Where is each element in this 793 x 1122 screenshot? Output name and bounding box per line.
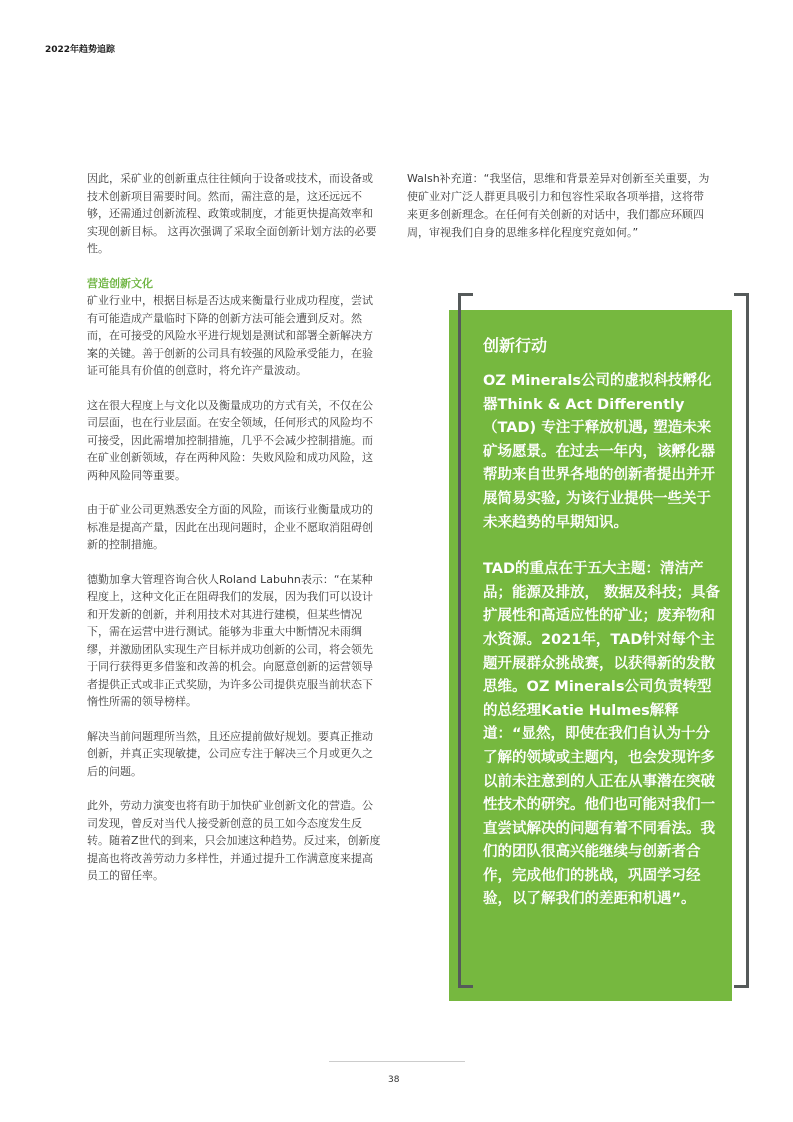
paragraph: 这在很大程度上与文化以及衡量成功的方式有关，不仅在公司层面，也在行业层面。在安全领域，任何形式的风险均不可接受，因此需增加控制措施，几乎不会减少控制措施。而在矿业创新领域，存在两种风险：失败风险和成功风险，这两种风险同等重要。 <box>87 398 373 482</box>
right-text-column <box>407 170 712 242</box>
paragraph: 因此，采矿业的创新重点往往倾向于设备或技术，而设备或技术创新项目需要时间。然而，需注意的是，这还远远不够，还需通过创新流程、政策或制度，才能更快提高效率和实现创新目标。 这再次强调了采取全面创新计划方法的必要性。 <box>87 172 377 255</box>
paragraph: 由于矿业公司更熟悉安全方面的风险，而该行业衡量成功的标准是提高产量，因此在出现问题时，企业不愿取消阻碍创新的控制措施。 <box>87 503 373 551</box>
quote-paragraph: Walsh补充道：“我坚信，思维和背景差异对创新至关重要，为使矿业对广泛人群更具吸引力和包容性采取各项举措，这将带来更多创新理念。在任何有关创新的对话中，我们都应环顾四周，审视我们自身的思维多样化程度究竟如何。” <box>407 172 710 239</box>
footer-divider <box>329 1061 465 1062</box>
section-heading: 营造创新文化 <box>87 276 153 290</box>
callout-bracket-right <box>734 293 749 988</box>
callout-body <box>483 370 723 935</box>
paragraph: 德勤加拿大管理咨询合伙人Roland Labuhn表示：“在某种程度上，这种文化正在阻碍我们的发展，因为我们可以设计和开发新的创新，并利用技术对其进行建模，但某些情况下，需在运营中进行测试。能够为非重大中断情况未雨绸缪，并激励团队实现生产目标并成功创新的公司，将会领先于同行获得更多借鉴和改善的机会。向愿意创新的运营领导者提供正式或非正式奖励，为许多公司提供克服当前状态下惰性所需的领导榜样。 <box>87 572 373 708</box>
callout-bracket-left <box>458 293 473 988</box>
report-header-title: 2022年趋势追踪 <box>45 45 116 55</box>
left-text-column <box>87 170 382 902</box>
page-number: 38 <box>388 1075 400 1085</box>
callout-title: 创新行动 <box>483 336 548 355</box>
paragraph: 此外，劳动力演变也将有助于加快矿业创新文化的营造。公司发现，曾反对当代人接受新创意的员工如今态度发生反转。随着Z世代的到来，只会加速这种趋势。反过来，创新度提高也将改善劳动力多样性，并通过提升工作满意度来提高员工的留任率。 <box>87 799 381 882</box>
callout-paragraph: OZ Minerals公司的虚拟科技孵化器Think & Act Differently（TAD) 专注于释放机遇, 塑造未来矿场愿景。在过去一年内，该孵化器帮助来自世界各地的创新者提出并开展简易实验, 为该行业提供一些关于未来趋势的早期知识。 <box>483 373 715 531</box>
paragraph: 矿业行业中，根据目标是否达成来衡量行业成功程度，尝试有可能造成产量临时下降的创新方法可能会遭到反对。然而，在可接受的风险水平进行规划是测试和部署全新解决方案的关键。善于创新的公司具有较强的风险承受能力，在验证可能具有价值的创意时，将允许产量波动。 <box>87 294 373 377</box>
paragraph: 解决当前问题理所当然，且还应提前做好规划。要真正推动创新，并真正实现敏捷，公司应专注于解决三个月或更久之后的问题。 <box>87 729 373 778</box>
callout-paragraph: TAD的重点在于五大主题：清洁产品；能源及排放， 数据及科技；具备扩展性和高适应性的矿业；废弃物和水资源。2021年，TAD针对每个主题开展群众挑战赛，以获得新的发散思维。OZ Minerals公司负责转型的总经理Katie Hulmes解释道：“显然，即使在我们自认为十分了解的领域或主题内，也会发现许多以前未注意到的人正在从事潜在突破性技术的研究。他们也可能对我们一直尝试解决的问题有着不同看法。我们的团队很高兴能继续与创新者合作，完成他们的挑战，巩固学习经验，以了解我们的差距和机遇”。 <box>483 561 721 908</box>
